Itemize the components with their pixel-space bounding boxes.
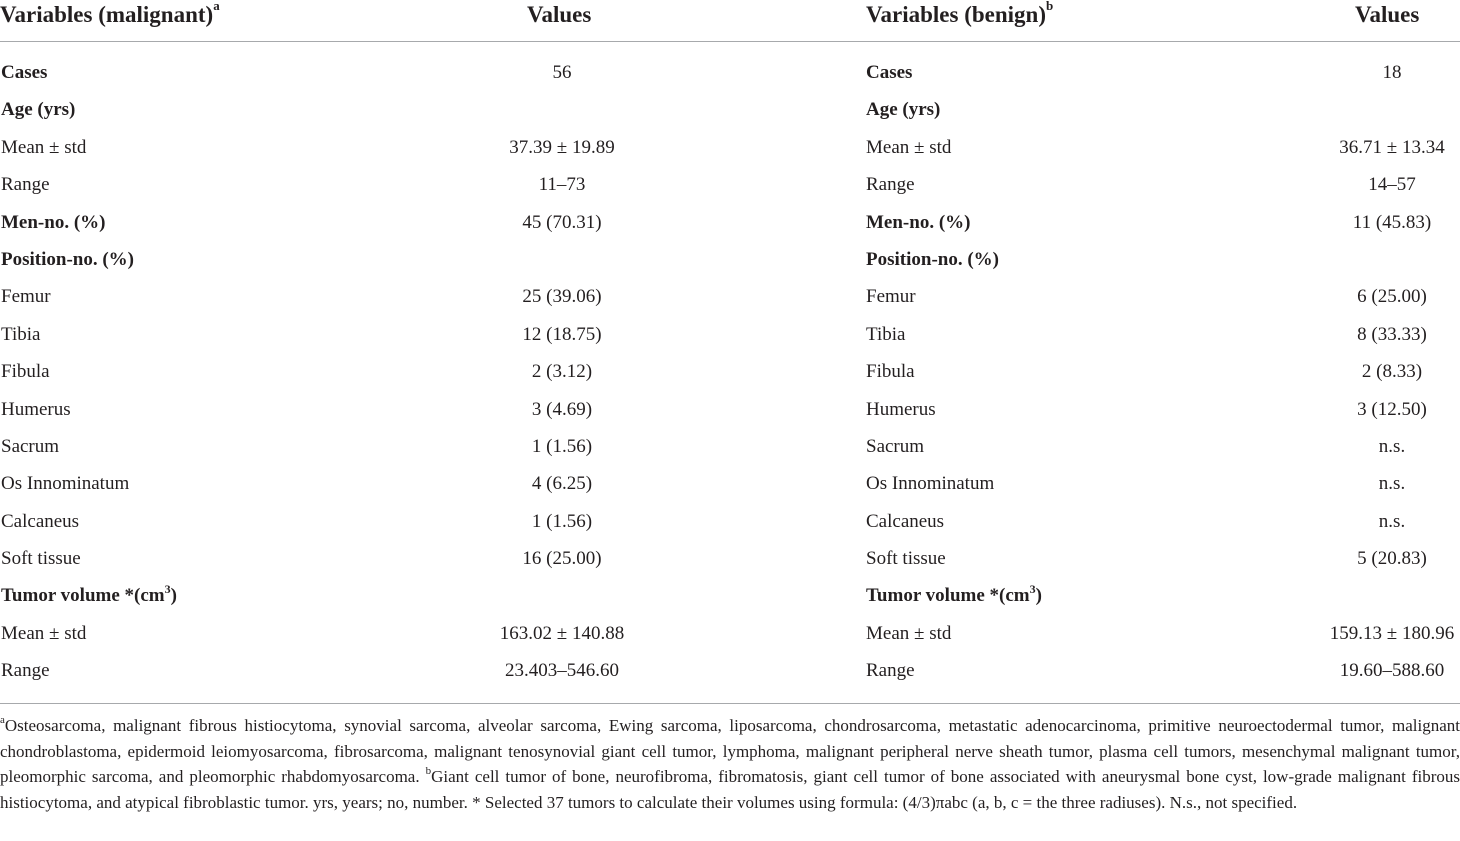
- header-values-malignant: Values: [527, 2, 592, 27]
- malignant-value-cell: 2 (3.12): [531, 361, 593, 383]
- malignant-value-cell: 12 (18.75): [522, 323, 602, 345]
- benign-value-cell: n.s.: [1378, 435, 1406, 457]
- malignant-variable-cell: Fibula: [1, 361, 50, 383]
- table-row: [0, 545, 1460, 582]
- table-row: [0, 134, 1460, 171]
- table-row: [0, 433, 1460, 470]
- table-row: [0, 171, 1460, 208]
- table-row: [0, 620, 1460, 657]
- benign-variable-cell: Soft tissue: [866, 548, 946, 570]
- benign-variable-cell: Tibia: [866, 323, 906, 345]
- footnote-b-text: Giant cell tumor of bone, neurofibroma, fibromatosis, giant cell tumor of bone associated with aneurysmal bone cyst, low-grade malignant fibrous histiocytoma, and atypical fibroblastic tumor. yrs, years; no, number. * Selected 37 tumors to calculate their volumes using formula: (4/3)πabc (a, b, c = the three radiuses). N.s., not specified.: [0, 767, 1460, 812]
- benign-value-cell: 2 (8.33): [1361, 361, 1423, 383]
- benign-variable-cell: Age (yrs): [866, 99, 941, 121]
- benign-variable-cell: Mean ± std: [866, 136, 952, 158]
- malignant-value-cell: 4 (6.25): [531, 473, 593, 495]
- benign-variable-cell: Range: [866, 174, 915, 196]
- malignant-value-cell: 16 (25.00): [522, 548, 602, 570]
- malignant-variable-cell: Men-no. (%): [1, 211, 106, 233]
- table-row: [0, 59, 1460, 96]
- malignant-variable-cell: Mean ± std: [1, 136, 87, 158]
- malignant-value-cell: 56: [552, 62, 572, 83]
- table-row: [0, 246, 1460, 283]
- table-row: [0, 396, 1460, 433]
- header-values-benign: Values: [1355, 2, 1420, 27]
- table-row: [0, 283, 1460, 320]
- benign-variable-cell: Position-no. (%): [866, 248, 999, 270]
- table-header-row: [0, 0, 1460, 42]
- benign-value-cell: 3 (12.50): [1357, 398, 1427, 420]
- table-row: [0, 508, 1460, 545]
- benign-value-cell: 8 (33.33): [1357, 323, 1427, 345]
- malignant-variable-cell: Soft tissue: [1, 548, 81, 570]
- footnote-a-marker: a: [0, 714, 5, 727]
- malignant-value-cell: 1 (1.56): [531, 435, 593, 457]
- footnote-b-marker: b: [425, 765, 432, 778]
- table-row: [0, 657, 1460, 694]
- benign-variable-cell: Mean ± std: [866, 622, 952, 644]
- table-row: [0, 321, 1460, 358]
- table-bottom-rule: [0, 703, 1460, 704]
- malignant-variable-cell: Tumor volume $*(cm^3)$: [1, 582, 177, 607]
- table-body: [0, 42, 1460, 695]
- malignant-variable-cell: Tibia: [1, 323, 41, 345]
- benign-variable-cell: Fibula: [866, 361, 915, 383]
- malignant-value-cell: 163.02 ± 140.88: [499, 622, 625, 644]
- malignant-value-cell: 37.39 ± 19.89: [509, 136, 615, 158]
- malignant-variable-cell: Os Innominatum: [1, 473, 130, 495]
- header-variables-benign: Variables (benign)$^b$: [866, 0, 1054, 27]
- benign-value-cell: 6 (25.00): [1357, 286, 1427, 308]
- table-row: [0, 358, 1460, 395]
- malignant-variable-cell: Humerus: [1, 398, 71, 420]
- benign-variable-cell: Cases: [866, 62, 913, 83]
- malignant-value-cell: 45 (70.31): [522, 211, 602, 233]
- malignant-variable-cell: Mean ± std: [1, 622, 87, 644]
- benign-variable-cell: Men-no. (%): [866, 211, 971, 233]
- table-row: [0, 470, 1460, 507]
- footnote-a-text: Osteosarcoma, malignant fibrous histiocytoma, synovial sarcoma, alveolar sarcoma, Ewing sarcoma, liposarcoma, chondrosarcoma, metastatic adenocarcinoma, primitive neuroectodermal tumor, malignant chondroblastoma, epidermoid leiomyosarcoma, fibrosarcoma, malignant tenosynovial giant cell tumor, lymphoma, malignant peripheral nerve sheath tumor, plasma cell tumors, mesenchymal malignant tumor, pleomorphic sarcoma, and pleomorphic rhabdomyosarcoma.: [0, 716, 1460, 786]
- benign-variable-cell: Sacrum: [866, 435, 925, 457]
- malignant-value-cell: 3 (4.69): [531, 398, 593, 420]
- benign-value-cell: n.s.: [1378, 473, 1406, 495]
- benign-value-cell: 5 (20.83): [1357, 548, 1427, 570]
- benign-value-cell: 36.71 ± 13.34: [1339, 136, 1445, 158]
- malignant-variable-cell: Calcaneus: [1, 510, 80, 532]
- malignant-variable-cell: Cases: [1, 62, 48, 83]
- benign-value-cell: n.s.: [1378, 510, 1406, 532]
- table-footnote: [0, 713, 1460, 815]
- benign-variable-cell: Calcaneus: [866, 510, 945, 532]
- malignant-value-cell: 23.403–546.60: [505, 660, 619, 682]
- header-variables-malignant: Variables (malignant)$^a$: [0, 0, 220, 27]
- malignant-variable-cell: Position-no. (%): [1, 248, 134, 270]
- benign-variable-cell: Range: [866, 660, 915, 682]
- malignant-value-cell: 1 (1.56): [531, 510, 593, 532]
- benign-value-cell: 11 (45.83): [1352, 211, 1432, 233]
- benign-value-cell: 19.60–588.60: [1339, 660, 1445, 682]
- benign-variable-cell: Humerus: [866, 398, 936, 420]
- benign-value-cell: 159.13 ± 180.96: [1329, 622, 1455, 644]
- benign-variable-cell: Femur: [866, 286, 916, 308]
- malignant-variable-cell: Sacrum: [1, 435, 60, 457]
- table-row: [0, 96, 1460, 133]
- benign-value-cell: 18: [1382, 62, 1402, 83]
- malignant-value-cell: 25 (39.06): [522, 286, 602, 308]
- benign-variable-cell: Tumor volume $*(cm^3)$: [866, 582, 1042, 607]
- benign-value-cell: 14–57: [1368, 174, 1416, 196]
- benign-variable-cell: Os Innominatum: [866, 473, 995, 495]
- table-row: [0, 582, 1460, 619]
- malignant-variable-cell: Age (yrs): [1, 99, 76, 121]
- malignant-variable-cell: Range: [1, 660, 50, 682]
- malignant-variable-cell: Range: [1, 174, 50, 196]
- malignant-variable-cell: Femur: [1, 286, 51, 308]
- table-row: [0, 209, 1460, 246]
- malignant-value-cell: 11–73: [538, 174, 586, 196]
